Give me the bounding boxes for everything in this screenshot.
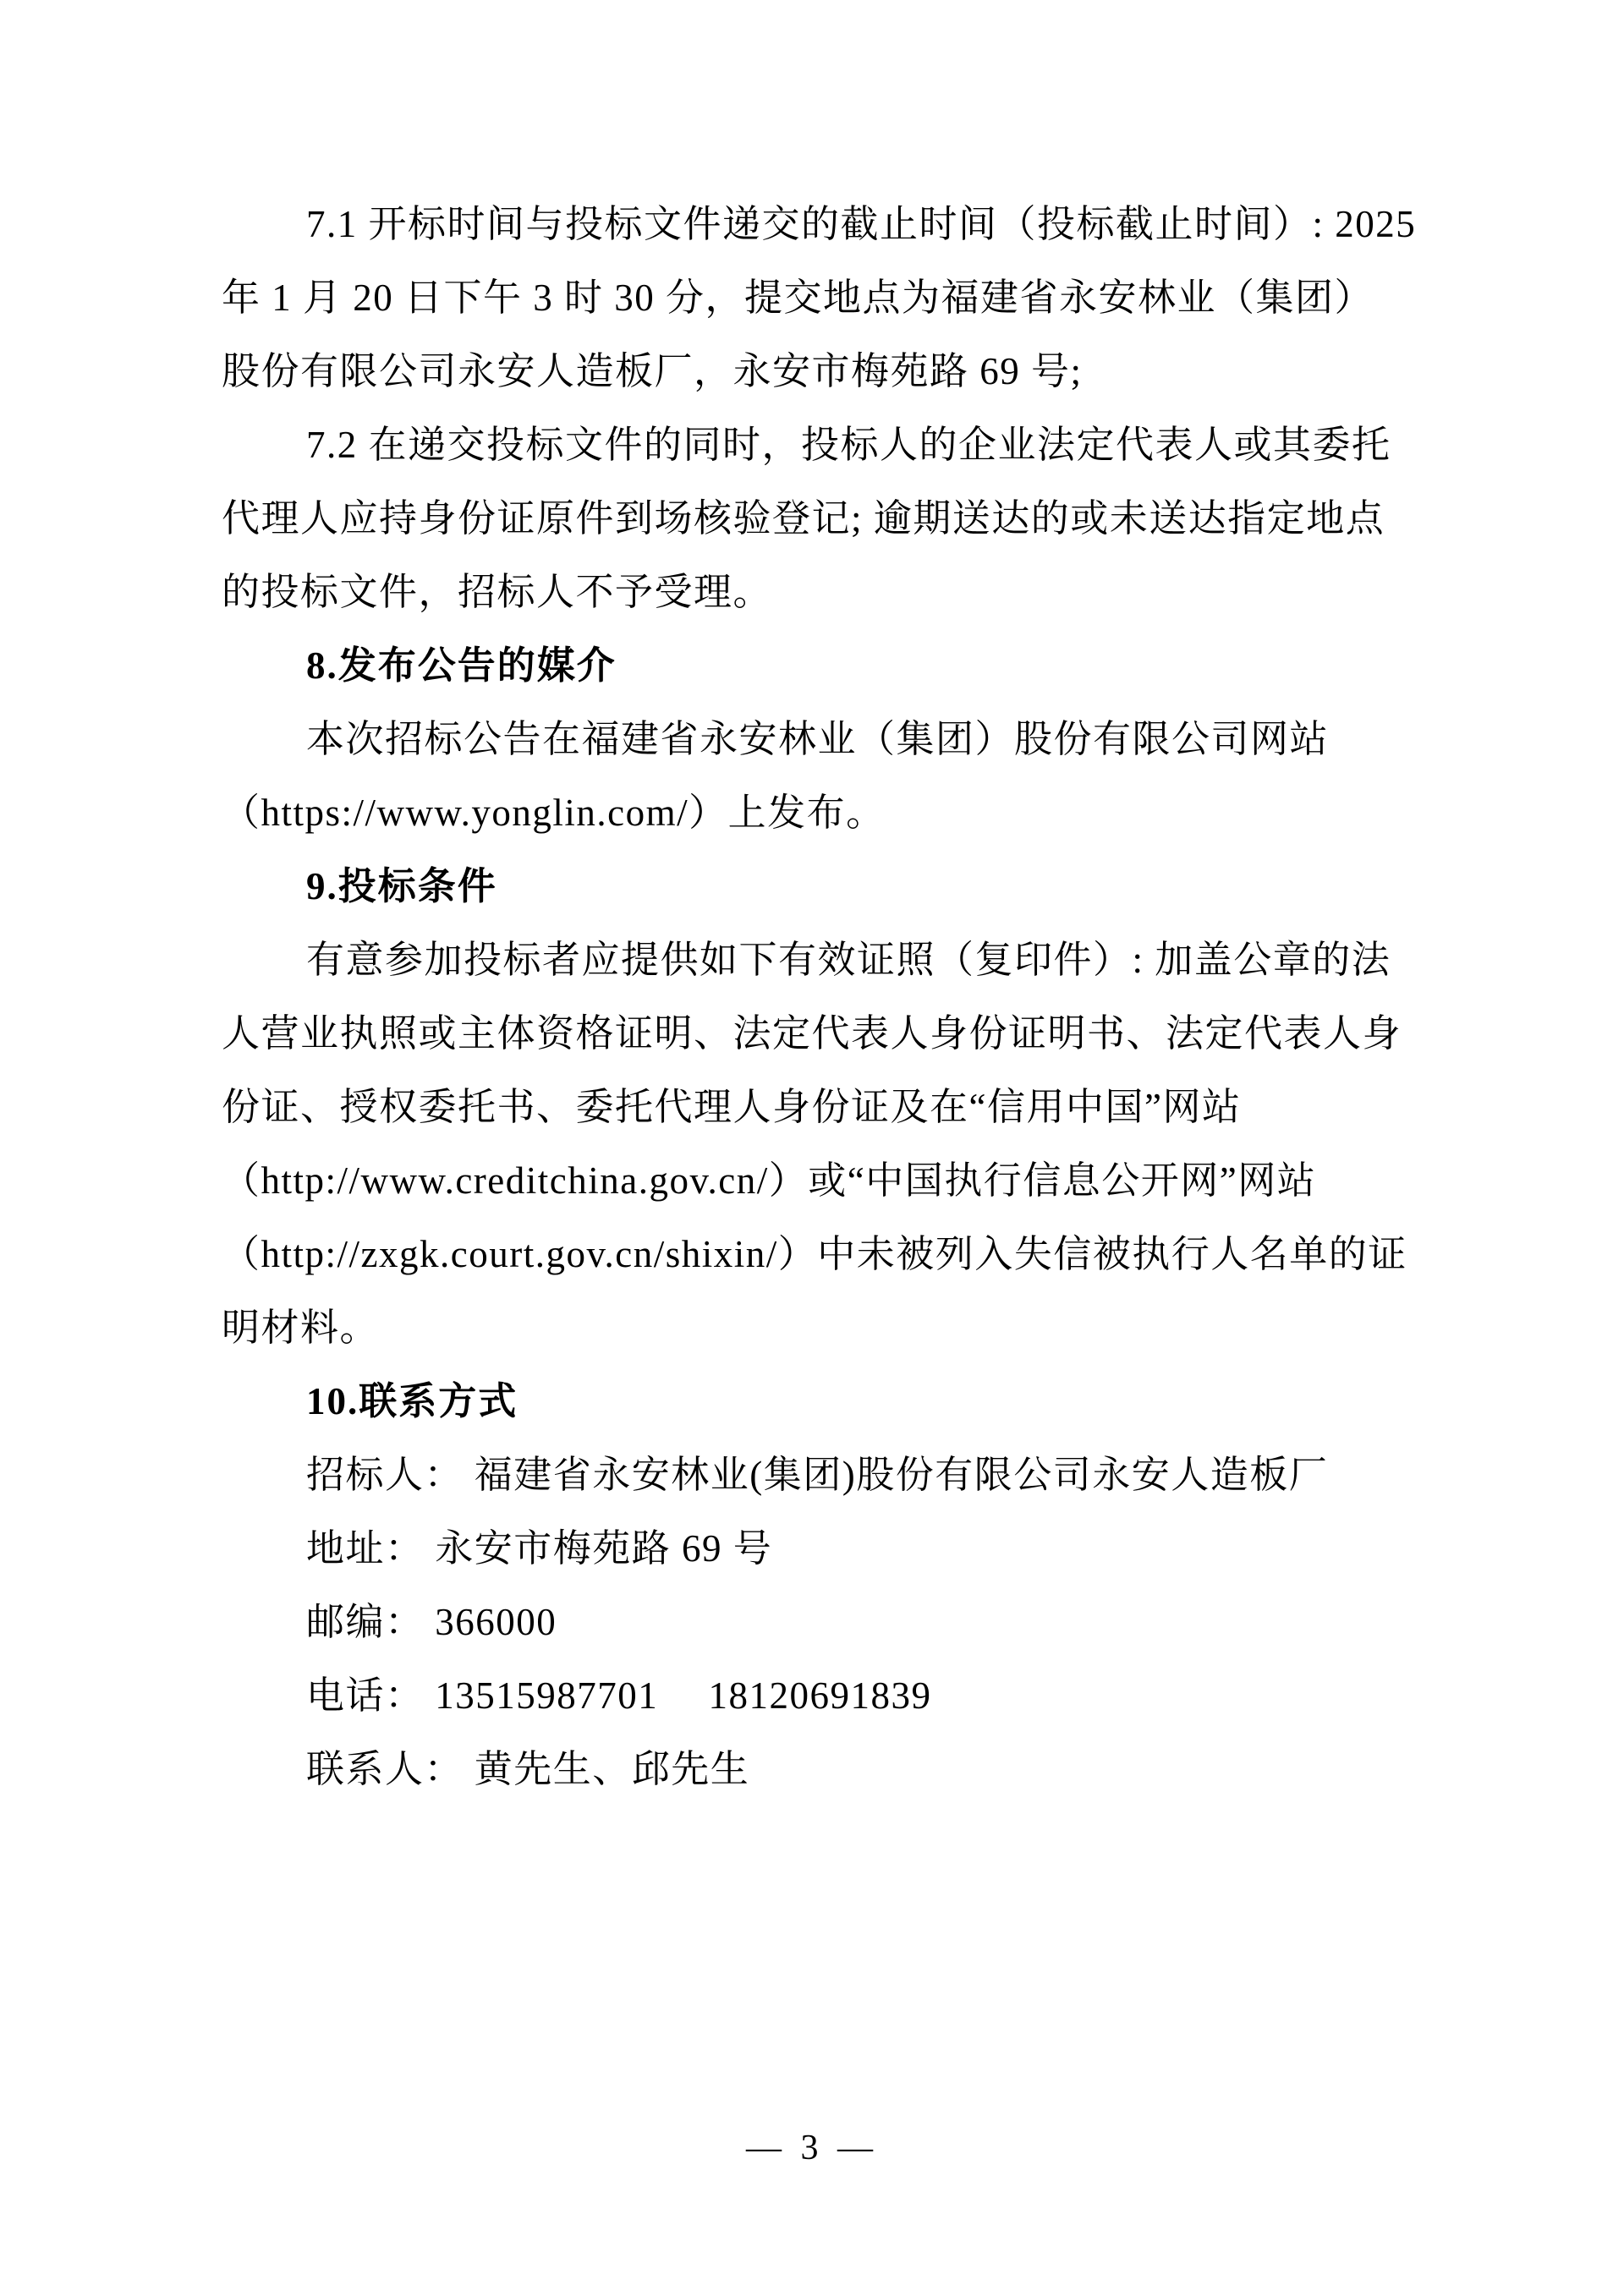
doc-line: 人营业执照或主体资格证明、法定代表人身份证明书、法定代表人身: [222, 1012, 1402, 1055]
section-heading-8: 8.发布公告的媒介: [306, 644, 617, 687]
doc-line-address: 地址： 永安市梅苑路 69 号: [306, 1527, 773, 1570]
doc-line: 的投标文件，招标人不予受理。: [222, 571, 773, 613]
doc-line: 有意参加投标者应提供如下有效证照（复印件）: 加盖公章的法: [306, 939, 1391, 981]
page-number: — 3 —: [746, 2129, 878, 2167]
doc-line-zxgk-url: （http://zxgk.court.gov.cn/shixin/）中未被列入失信被执行人名单的证: [222, 1233, 1407, 1275]
doc-line: 年 1 月 20 日下午 3 时 30 分，提交地点为福建省永安林业（集团）: [222, 277, 1374, 319]
doc-line-publish-url: （https://www.yonglin.com/）上发布。: [222, 792, 886, 834]
section-heading-9: 9.投标条件: [306, 865, 497, 907]
doc-line: 代理人应持身份证原件到场核验登记; 逾期送达的或未送达指定地点: [222, 497, 1385, 540]
doc-line-tenderer: 招标人： 福建省永安林业(集团)股份有限公司永安人造板厂: [306, 1454, 1329, 1496]
doc-line-7-1: 7.1 开标时间与投标文件递交的截止时间（投标截止时间）: 2025: [306, 203, 1417, 245]
section-heading-10: 10.联系方式: [306, 1380, 518, 1422]
doc-line: 明材料。: [222, 1307, 380, 1349]
doc-line-phone: 电话： 13515987701 18120691839: [306, 1674, 932, 1717]
doc-line-contact-person: 联系人： 黄先生、邱先生: [306, 1748, 750, 1790]
doc-line: 股份有限公司永安人造板厂，永安市梅苑路 69 号;: [222, 350, 1083, 392]
doc-line-creditchina-url: （http://www.creditchina.gov.cn/）或“中国执行信息公开网”网站: [222, 1159, 1317, 1202]
doc-line: 份证、授权委托书、委托代理人身份证及在“信用中国”网站: [222, 1086, 1242, 1128]
document-body: [222, 188, 1423, 1806]
doc-line-7-2: 7.2 在递交投标文件的同时，投标人的企业法定代表人或其委托: [306, 424, 1391, 466]
doc-line: 本次招标公告在福建省永安林业（集团）股份有限公司网站: [306, 718, 1330, 760]
doc-line-postcode: 邮编： 366000: [306, 1601, 557, 1643]
